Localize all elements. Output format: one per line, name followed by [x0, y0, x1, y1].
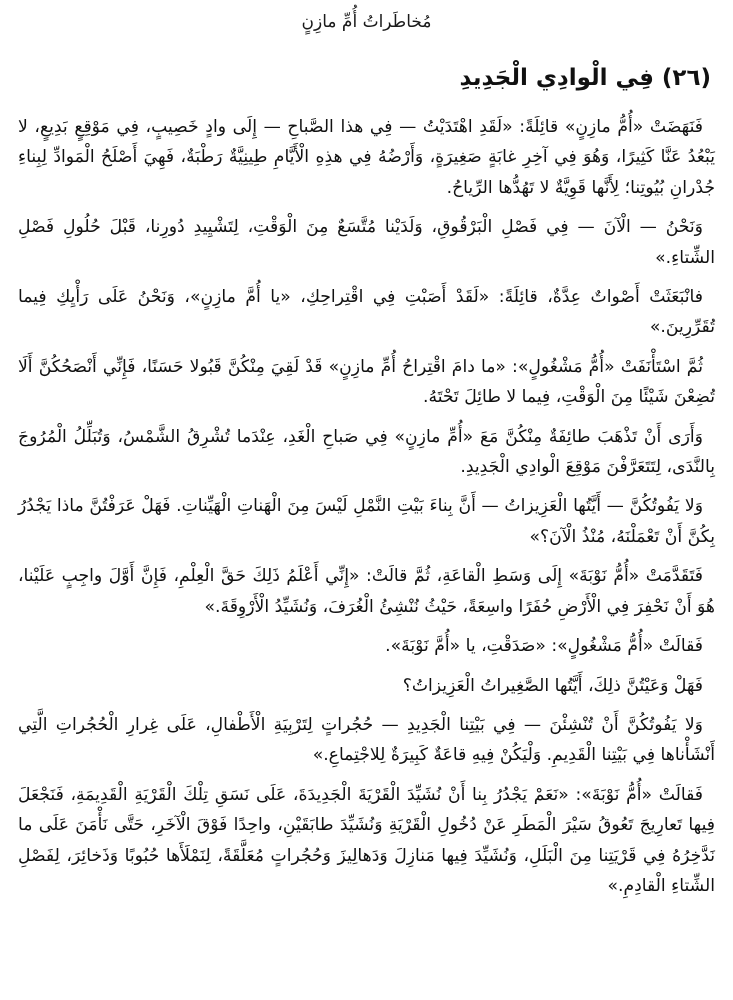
- chapter-title: (٢٦) فِي الْوادِي الْجَدِيدِ: [459, 65, 711, 91]
- paragraph: وَأَرَى أَنْ تَذْهَبَ طائِفَةٌ مِنْكُنَّ مَعَ «أُمِّ مازِنٍ» فِي صَباحِ الْغَدِ، عِنْدَما تُشْرِقُ الشَّمْسُ، وَتُبَلِّلُ الْمُرُوجَ بِالنَّدَى، لِتَتَعَرَّفْنَ مَوْقِعَ الْوادِي الْجَدِيدِ.: [18, 426, 715, 478]
- paragraph: فَتَقَدَّمَتْ «أُمُّ نَوْبَةَ» إِلَى وَسَطِ الْقاعَةِ، ثُمَّ قالَتْ: «إِنِّي أَعْلَمُ ذَلِكَ حَقَّ الْعِلْمِ، فَإِنَّ أَوَّلَ واجِبٍ عَلَيْنا، هُوَ أَنْ نَحْفِرَ فِي الْأَرْضِ حُفَرًا واسِعَةً، حَيْثُ نُنْشِئُ الْغُرَفَ، وَنُشَيِّدُ الْأَرْوِقَةَ.»: [18, 566, 715, 617]
- paragraph: ثُمَّ اسْتَأْنَفَتْ «أُمُّ مَشْغُولٍ»: «ما دامَ اقْتِراحُ أُمِّ مازِنٍ» قَدْ لَقِيَ مِنْكُنَّ قَبُولا حَسَنًا، فَإِنِّي أَنْصَحُكُنَّ أَلَا تُضِعْنَ شَيْئًا مِنَ الْوَقْتِ، فِيما لا طائِلَ تَحْتَهُ.: [18, 356, 715, 408]
- body-text: [18, 112, 715, 910]
- paragraph: فانْبَعَثَتْ أَصْواتٌ عِدَّةٌ، قائِلَةً: «لَقَدْ أَصَبْتِ فِي اقْتِراحِكِ، «يا أُمَّ مازِنٍ»، وَنَحْنُ عَلَى رَأْيِكِ فِيما تُقَرِّرِينَ.»: [18, 287, 715, 338]
- paragraph: وَلا يَفُوتُكُنَّ — أَيَّتُها الْعَزِيزاتُ — أَنَّ بِناءَ بَيْتِ النَّمْلِ لَيْسَ مِنَ الْهَناتِ الْهَيِّناتِ. فَهَلْ عَرَفْتُنَّ ماذا يَجْدُرُ بِكُنَّ أَنْ تَعْمَلْنَهُ، مُنْذُ الْآنَ؟»: [18, 496, 715, 547]
- paragraph: وَنَحْنُ — الْآنَ — فِي فَصْلِ الْبَرْقُوقِ، وَلَدَيْنا مُتَّسَعٌ مِنَ الْوَقْتِ، لِتَشْيِيدِ دُورِنا، قَبْلَ حُلُولِ فَصْلِ الشِّتاءِ.»: [18, 217, 715, 268]
- paragraph: فَهَلْ وَعَيْتُنَّ ذلِكَ، أَيَّتُها الصَّغِيراتُ الْعَزِيزاتُ؟: [402, 675, 703, 696]
- paragraph: فَنَهَضَتْ «أُمُّ مازِنٍ» قائِلَةً: «لَقَدِ اهْتَدَيْتُ — فِي هذا الصَّباحِ — إِلَى وادٍ خَصِيبٍ، فِي مَوْقِعٍ بَدِيعٍ، لا يَبْعُدُ عَنَّا كَثِيرًا، وَهُوَ فِي آخِرِ غابَةٍ صَغِيرَةٍ، وَأَرْضُهُ فِي هذِهِ الْأَيَّامِ طِينِيَّةٌ رَطْبَةٌ، فَهِيَ أَصْلَحُ الْمَوادِّ لِبِناءِ جُدْرانِ بُيُوتِنا؛ لِأَنَّها قَوِيَّةٌ لا تَهُدُّها الرِّياحُ.: [18, 117, 715, 198]
- paragraph: فَقالَتْ «أُمُّ نَوْبَةَ»: «نَعَمْ يَجْدُرُ بِنا أَنْ نُشَيِّدَ الْقَرْيَةَ الْجَدِيدَةَ، عَلَى نَسَقِ تِلْكَ الْقَرْيَةِ الْقَدِيمَةِ، فَنَجْعَلَ فِيها تَعارِيجَ تَعُوقُ سَيْرَ الْمَطَرِ عَنْ دُخُولِ الْقَرْيَةِ وَنُشَيِّدَ طابَقَيْنِ، واحِدًا فَوْقَ الْآخَرِ، حَتَّى نَأْمَنَ عَلَى ما نَدَّخِرُهُ فِي قَرْيَتِنا مِنَ الْبَلَلِ، وَنُشَيِّدَ فِيها مَنازِلَ وَدَهالِيزَ وَحُجُراتٍ مُعَلَّقَةً، لِنَمْلَأَها حُبُوبًا وَذَخائِرَ، لِفَصْلِ الشِّتاءِ الْقادِمِ.»: [18, 784, 715, 896]
- paragraph: وَلا يَفُوتُكُنَّ أَنْ تُنْشِئْنَ — فِي بَيْتِنا الْجَدِيدِ — حُجُراتٍ لِتَرْبِيَةِ الْأَطْفالِ، عَلَى غِرارِ الْحُجُراتِ الَّتِي أَنْشَأْناها فِي بَيْتِنا الْقَدِيمِ. وَلْيَكُنْ فِيهِ قاعَةٌ كَبِيرَةٌ لِلاجْتِماعِ.»: [18, 714, 715, 766]
- running-header: مُخاطَراتُ أُمِّ مازِنٍ: [301, 12, 432, 32]
- paragraph: فَقالَتْ «أُمُّ مَشْغُولٍ»: «صَدَقْتِ، يا «أُمَّ نَوْبَةَ».: [385, 636, 703, 657]
